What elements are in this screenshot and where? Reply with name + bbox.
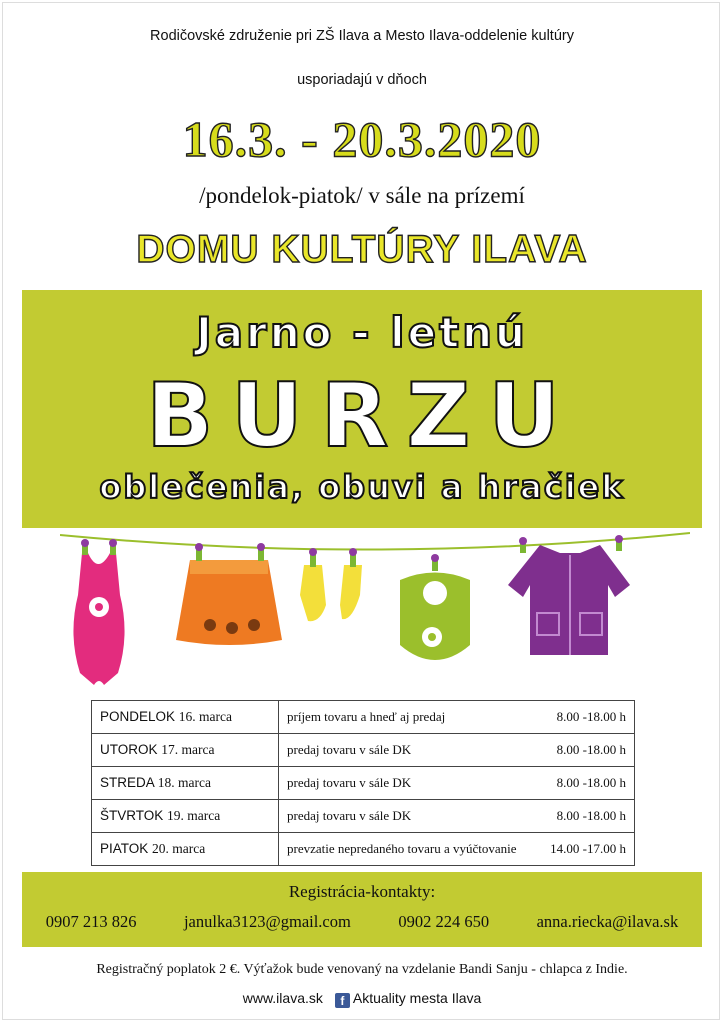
table-row	[92, 800, 635, 833]
baby-socks-icon	[300, 548, 362, 621]
table-row	[92, 734, 635, 767]
fee-note: Registračný poplatok 2 €. Výťažok bude venovaný na vzdelanie Bandi Sanju - chlapca z Indie.	[96, 962, 628, 977]
schedule-day: UTOROK 17. marca	[92, 734, 279, 767]
title-banner	[22, 290, 702, 528]
table-row	[92, 701, 635, 734]
table-row	[92, 833, 635, 866]
skirt-icon	[176, 543, 282, 645]
schedule-activity: predaj tovaru v sále DK 8.00 -18.00 h	[279, 767, 635, 800]
schedule-day: PONDELOK 16. marca	[92, 701, 279, 734]
schedule-time: 8.00 -18.00 h	[556, 742, 626, 757]
bib-icon	[400, 554, 470, 660]
banner-line-1: Jarno - letnú	[196, 308, 528, 357]
footer	[0, 990, 724, 1008]
banner-line-2: BURZU	[146, 364, 578, 467]
intro-text: usporiadajú v dňoch	[297, 72, 427, 88]
venue-title: DOMU KULTÚRY ILAVA	[136, 228, 588, 271]
phone-1[interactable]: 0907 213 826	[45, 912, 137, 931]
phone-2[interactable]: 0902 224 650	[398, 912, 490, 931]
baby-bodysuit-icon	[73, 539, 124, 685]
email-2[interactable]: anna.riecka@ilava.sk	[536, 912, 679, 931]
email-1[interactable]: janulka3123@gmail.com	[183, 912, 351, 931]
banner-line-3: oblečenia, obuvi a hračiek	[99, 468, 625, 506]
schedule-activity: predaj tovaru v sále DK 8.00 -18.00 h	[279, 800, 635, 833]
schedule-day: PIATOK 20. marca	[92, 833, 279, 866]
schedule-table	[91, 700, 635, 866]
organizer-text: Rodičovské združenie pri ZŠ Ilava a Mesto Ilava-oddelenie kultúry	[150, 28, 574, 44]
schedule-time: 8.00 -18.00 h	[556, 808, 626, 823]
laundry-line-illustration	[60, 525, 690, 695]
schedule-time: 14.00 -17.00 h	[550, 841, 626, 856]
facebook-icon[interactable]: f	[335, 993, 350, 1008]
schedule-day: ŠTVRTOK 19. marca	[92, 800, 279, 833]
registration-title: Registrácia-kontakty:	[288, 882, 436, 901]
jacket-icon	[508, 535, 630, 655]
table-row	[92, 767, 635, 800]
schedule-day: STREDA 18. marca	[92, 767, 279, 800]
facebook-link[interactable]: Aktuality mesta Ilava	[352, 990, 482, 1006]
schedule-time: 8.00 -18.00 h	[556, 775, 626, 790]
schedule-activity: predaj tovaru v sále DK 8.00 -18.00 h	[279, 734, 635, 767]
registration-contacts	[22, 912, 702, 932]
website-link[interactable]: www.ilava.sk	[242, 990, 323, 1006]
schedule-time: 8.00 -18.00 h	[556, 709, 626, 724]
event-dates: 16.3. - 20.3.2020	[182, 111, 542, 167]
schedule-activity: príjem tovaru a hneď aj predaj 8.00 -18.00 h	[279, 701, 635, 734]
registration-banner	[22, 872, 702, 947]
schedule-activity: prevzatie nepredaného tovaru a vyúčtovanie 14.00 -17.00 h	[279, 833, 635, 866]
days-location: /pondelok-piatok/ v sále na prízemí	[199, 183, 525, 208]
